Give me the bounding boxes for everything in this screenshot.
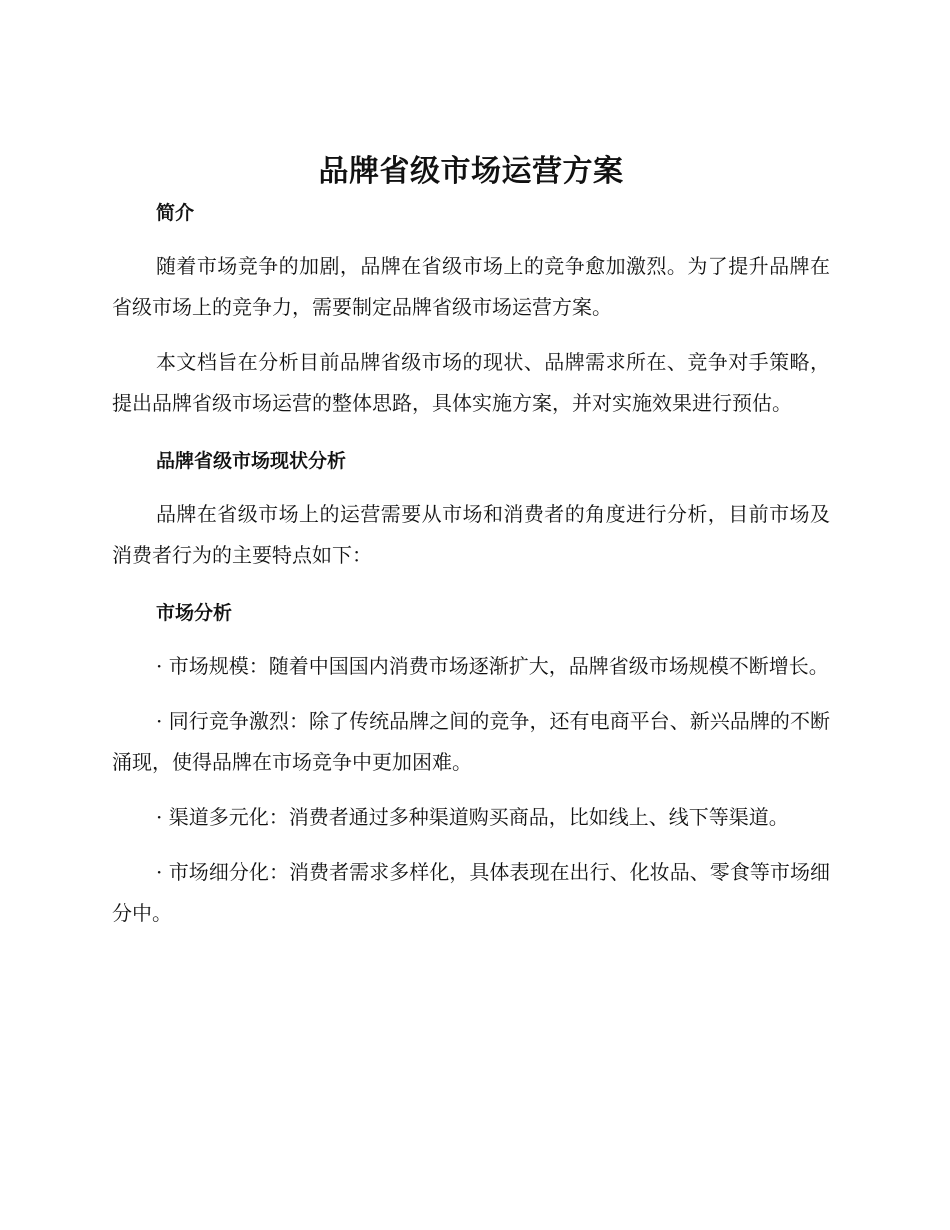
market-bullet-scale: · 市场规模：随着中国国内消费市场逐渐扩大，品牌省级市场规模不断增长。 — [156, 654, 829, 678]
intro-paragraph-1: 随着市场竞争的加剧，品牌在省级市场上的竞争愈加激烈。为了提升品牌在省级市场上的竞争力，需要制定品牌省级市场运营方案。 — [112, 254, 830, 319]
section-heading-status: 品牌省级市场现状分析 — [156, 450, 347, 472]
market-bullet-channels: · 渠道多元化：消费者通过多种渠道购买商品，比如线上、线下等渠道。 — [156, 805, 789, 829]
market-bullet-competition: · 同行竞争激烈：除了传统品牌之间的竞争，还有电商平台、新兴品牌的不断涌现，使得品牌在市场竞争中更加困难。 — [112, 709, 830, 774]
section-heading-market: 市场分析 — [156, 602, 233, 624]
section-heading-intro: 简介 — [156, 202, 195, 224]
status-paragraph-1: 品牌在省级市场上的运营需要从市场和消费者的角度进行分析，目前市场及消费者行为的主要特点如下： — [112, 502, 830, 567]
intro-paragraph-2: 本文档旨在分析目前品牌省级市场的现状、品牌需求所在、竞争对手策略，提出品牌省级市场运营的整体思路，具体实施方案，并对实施效果进行预估。 — [112, 350, 830, 415]
document-page — [112, 150, 830, 934]
document-title: 品牌省级市场运营方案 — [318, 154, 624, 189]
market-bullet-segmentation: · 市场细分化：消费者需求多样化，具体表现在出行、化妆品、零食等市场细分中。 — [112, 860, 830, 925]
